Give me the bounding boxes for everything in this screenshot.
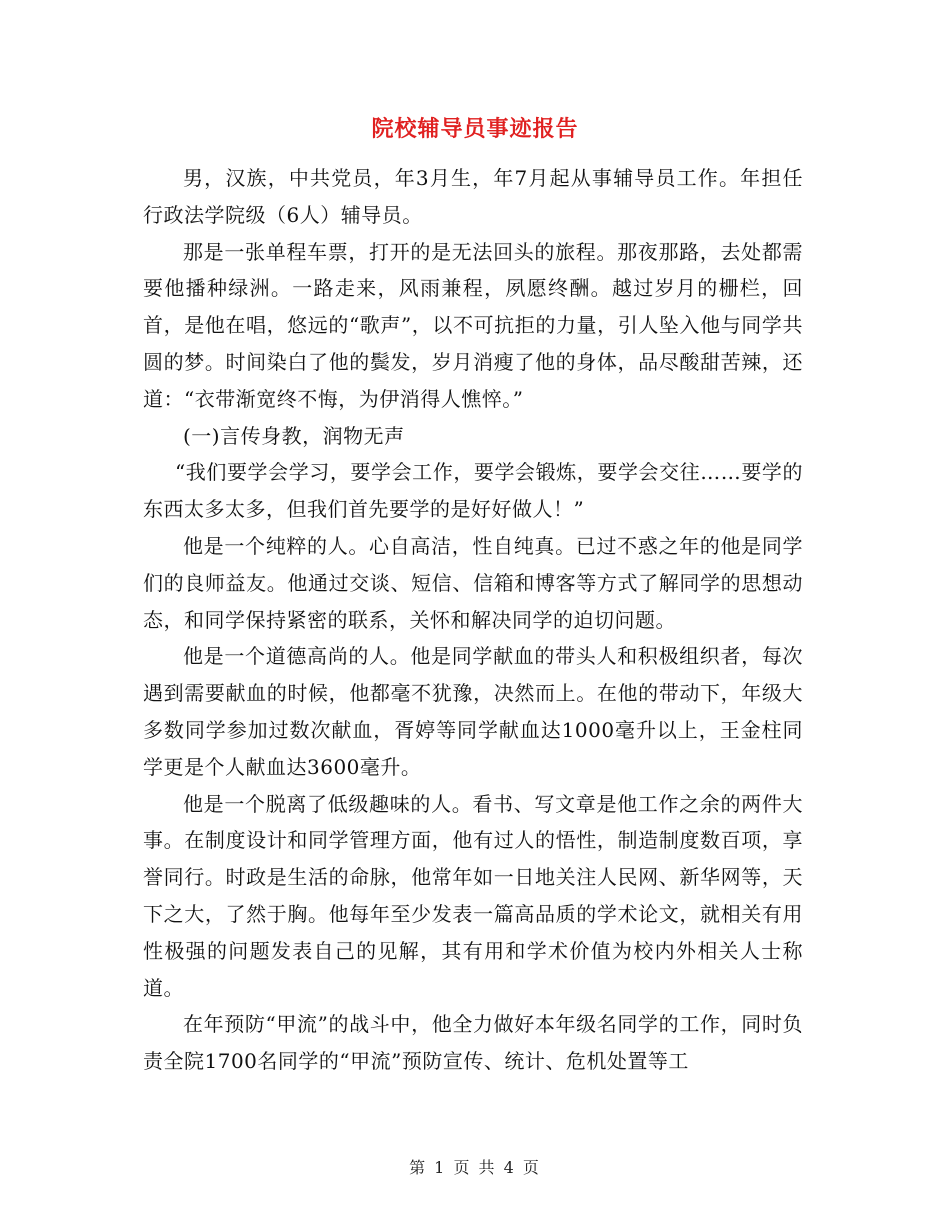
paragraph-quote: “我们要学会学习，要学会工作，要学会锻炼，要学会交往……要学的东西太多太多，但我们首先要学的是好好做人！” bbox=[143, 460, 803, 522]
document-body bbox=[143, 160, 803, 1080]
document-title: 院校辅导员事迹报告 bbox=[371, 116, 579, 142]
paragraph-moral-person: 他是一个道德高尚的人。他是同学献血的带头人和积极组织者，每次遇到需要献血的时候，他都毫不犹豫，决然而上。在他的带动下，年级大多数同学参加过数次献血，胥婷等同学献血达1000毫升以上，王金柱同学更是个人献血达3600毫升。 bbox=[143, 644, 803, 779]
paragraph-pure-person: 他是一个纯粹的人。心自高洁，性自纯真。已过不惑之年的他是同学们的良师益友。他通过交谈、短信、信箱和博客等方式了解同学的思想动态，和同学保持紧密的联系，关怀和解决同学的迫切问题。 bbox=[143, 533, 803, 632]
section-heading: (一)言传身教，润物无声 bbox=[183, 423, 405, 448]
paragraph-refined-person: 他是一个脱离了低级趣味的人。看书、写文章是他工作之余的两件大事。在制度设计和同学管理方面，他有过人的悟性，制造制度数百项，享誉同行。时政是生活的命脉，他常年如一日地关注人民网、新华网等，天下之大，了然于胸。他每年至少发表一篇高品质的学术论文，就相关有用性极强的问题发表自己的见解，其有用和学术价值为校内外相关人士称道。 bbox=[143, 791, 803, 1000]
paragraph-intro: 那是一张单程车票，打开的是无法回头的旅程。那夜那路，去处都需要他播种绿洲。一路走来，风雨兼程，夙愿终酬。越过岁月的栅栏，回首，是他在唱，悠远的“歌声”，以不可抗拒的力量，引人坠入他与同学共圆的梦。时间染白了他的鬓发，岁月消瘦了他的身体，品尽酸甜苦辣，还道：“衣带渐宽终不悔，为伊消得人憔悴。” bbox=[143, 239, 803, 411]
page-number-footer: 第 1 页 共 4 页 bbox=[409, 1158, 541, 1177]
paragraph-profile: 男，汉族，中共党员，年3月生，年7月起从事辅导员工作。年担任行政法学院级（6人）辅导员。 bbox=[143, 166, 803, 227]
paragraph-flu-prevention: 在年预防“甲流”的战斗中，他全力做好本年级名同学的工作，同时负责全院1700名同学的“甲流”预防宣传、统计、危机处置等工 bbox=[143, 1012, 803, 1074]
